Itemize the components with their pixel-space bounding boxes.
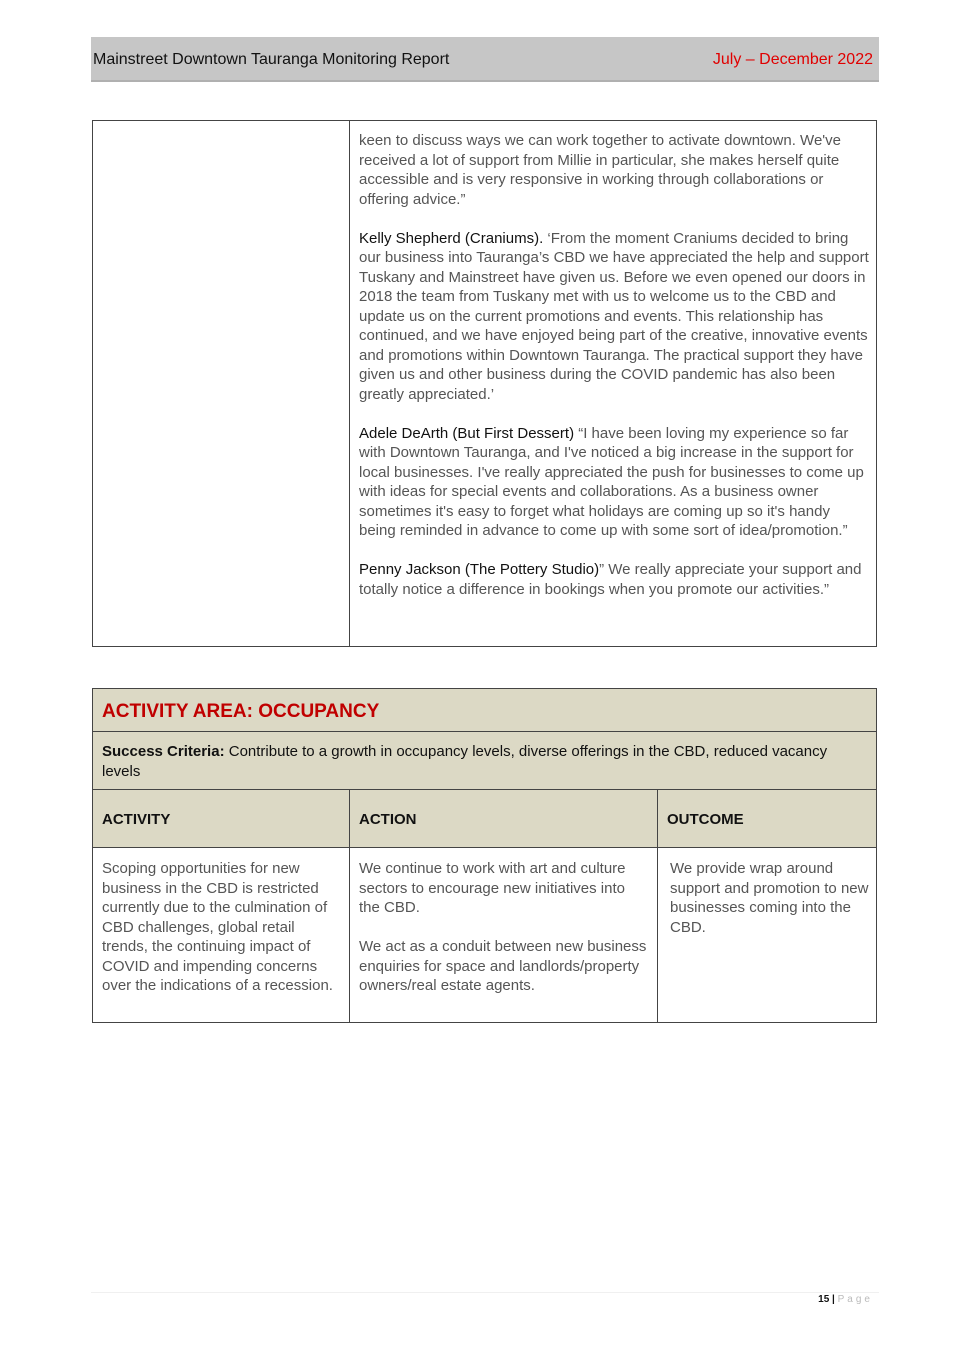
page-word: Page xyxy=(837,1294,873,1305)
testimonial-kelly-shepherd xyxy=(359,229,869,405)
outcome-cell xyxy=(670,859,870,937)
success-criteria-row xyxy=(93,732,876,790)
action-cell xyxy=(359,859,649,996)
column-header-row xyxy=(93,790,876,848)
column-divider xyxy=(349,121,350,646)
success-criteria-text: Contribute to a growth in occupancy levels, diverse offerings in the CBD, reduced vacancy levels xyxy=(102,743,828,780)
page-header xyxy=(91,37,879,82)
report-period: July – December 2022 xyxy=(712,51,873,68)
testimonial-name: Adele DeArth (But First Dessert) xyxy=(359,424,575,442)
testimonial-quote: ” We really appreciate your support and totally notice a difference in bookings when you promote our activities.” xyxy=(359,561,862,598)
activity-area-title: ACTIVITY AREA: OCCUPANCY xyxy=(102,701,380,722)
testimonial-penny-jackson xyxy=(359,560,869,599)
testimonials-cell xyxy=(359,131,869,599)
action-text: We act as a conduit between new business enquiries for space and landlords/property owners/real estate agents. xyxy=(359,938,647,994)
testimonial-name: Kelly Shepherd (Craniums). xyxy=(359,229,544,247)
success-criteria-label: Success Criteria: xyxy=(102,743,225,760)
report-title: Mainstreet Downtown Tauranga Monitoring Report xyxy=(93,51,450,68)
column-divider xyxy=(349,790,350,1022)
column-divider xyxy=(657,790,658,1022)
testimonial-quote: “I have been loving my experience so far with Downtown Tauranga, and I've noticed a big increase in the support for local businesses. I've really appreciated the push for businesses to come up with ideas for special events and collaborations. As a business owner sometimes it's easy to forget what holidays are coming up so it's handy being reminded in advance to come up with some sort of idea/promotion.” xyxy=(359,424,864,539)
action-text: We continue to work with art and culture sectors to encourage new initiatives into the CBD. xyxy=(359,860,626,916)
page-footer xyxy=(818,1294,873,1305)
page-separator: | xyxy=(829,1294,838,1305)
page-number: 15 xyxy=(818,1294,830,1305)
testimonial-quote: ‘From the moment Craniums decided to bring our business into Tauranga’s CBD we have appreciated the help and support Tuskany and Mainstreet have given us. Before we even opened our doors in 2018 the team from Tuskany met with us to welcome us to the CBD and update us on the current promotions and events. This relationship has continued, and we have enjoyed being part of the creative, innovative events and promotions within Downtown Tauranga. The practical support they have given us and other business during the COVID pandemic has also been greatly appreciated.’ xyxy=(359,229,869,403)
testimonial-adele-dearth xyxy=(359,424,869,541)
column-header-activity: ACTIVITY xyxy=(102,811,171,828)
outcome-text: We provide wrap around support and promotion to new businesses coming into the CBD. xyxy=(670,860,869,936)
testimonial-name: Penny Jackson (The Pottery Studio) xyxy=(359,561,600,578)
column-header-action: ACTION xyxy=(359,811,417,828)
column-header-outcome: OUTCOME xyxy=(667,811,744,828)
activity-text: Scoping opportunities for new business in the CBD is restricted currently due to the culmination of CBD challenges, global retail trends, the continuing impact of COVID and impending concerns over the indications of a recession. xyxy=(102,860,333,994)
testimonial-continuation: keen to discuss ways we can work together to activate downtown. We've received a lot of support from Millie in particular, she makes herself quite accessible and is very responsive in working through collaborations or offering advice.” xyxy=(359,132,841,208)
occupancy-table xyxy=(92,688,877,1023)
testimonials-table xyxy=(92,120,877,647)
activity-cell xyxy=(102,859,340,996)
activity-area-title-row xyxy=(93,689,876,732)
footer-divider xyxy=(91,1292,879,1293)
